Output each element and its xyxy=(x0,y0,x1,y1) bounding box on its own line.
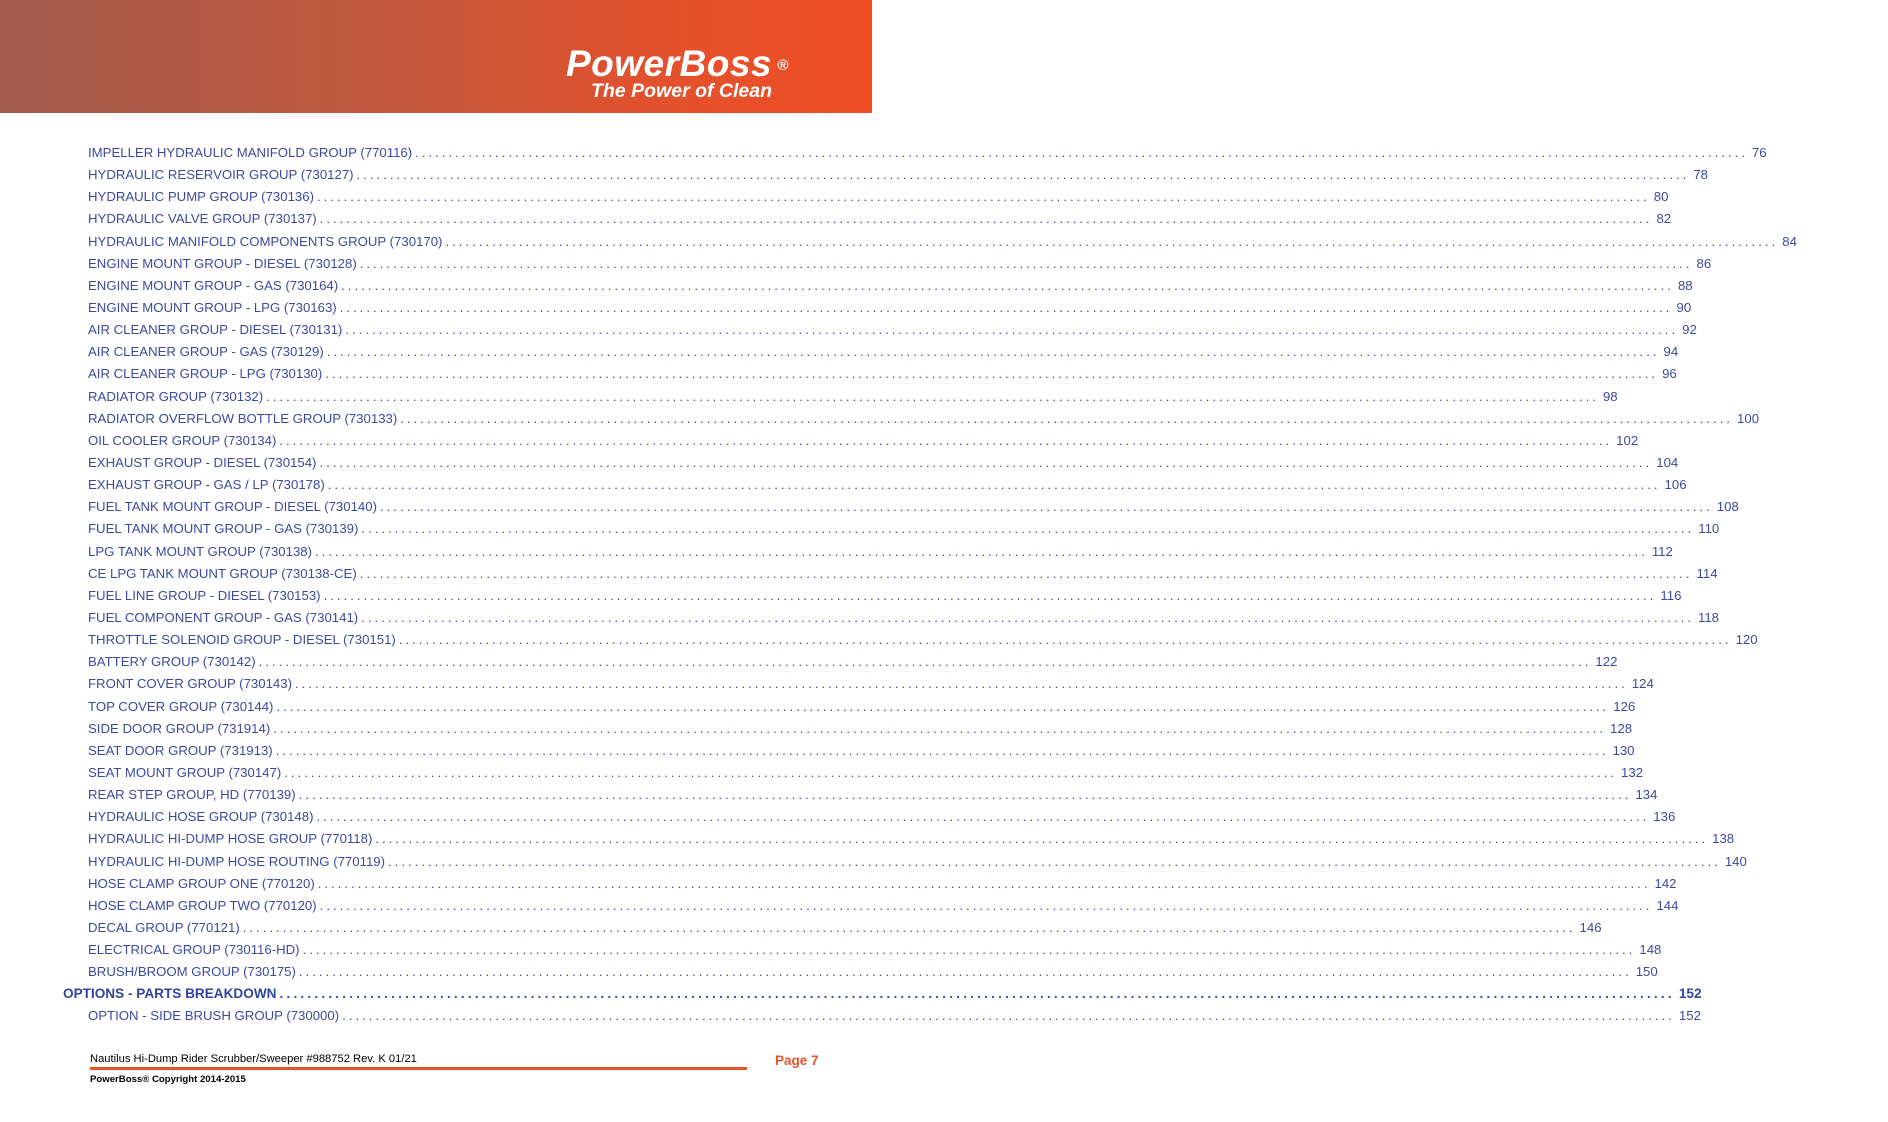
toc-entry[interactable] xyxy=(0,297,1692,319)
toc-entry-title: FUEL TANK MOUNT GROUP - DIESEL (730140) xyxy=(88,499,377,515)
toc-dot-leader: ........................................................................................................................................................................................................ xyxy=(319,454,1653,470)
brand-logo xyxy=(565,43,789,102)
toc-dot-leader: ........................................................................................................................................................................................................ xyxy=(319,897,1653,913)
toc-dot-leader: ........................................................................................................................................................................................................ xyxy=(275,742,1609,758)
toc-entry-title: AIR CLEANER GROUP - DIESEL (730131) xyxy=(88,322,343,338)
toc-entry-page: 90 xyxy=(1676,299,1692,315)
toc-entry-title: BRUSH/BROOM GROUP (730175) xyxy=(88,964,296,980)
toc-dot-leader: ........................................................................................................................................................................................................ xyxy=(388,853,1721,869)
toc-entry-page: 148 xyxy=(1639,942,1662,958)
toc-dot-leader: ........................................................................................................................................................................................................ xyxy=(319,211,1653,227)
toc-entry-title: SEAT MOUNT GROUP (730147) xyxy=(88,764,282,780)
toc-dot-leader: ........................................................................................................................................................................................................ xyxy=(359,565,1693,581)
toc-entry-title: FUEL TANK MOUNT GROUP - GAS (730139) xyxy=(88,521,359,537)
toc-entry-title: RADIATOR GROUP (730132) xyxy=(88,388,264,404)
toc-entry-page: 106 xyxy=(1664,477,1687,493)
toc-entry[interactable] xyxy=(0,961,1658,983)
toc-entry-title: FRONT COVER GROUP (730143) xyxy=(88,676,292,692)
toc-entry-page: 146 xyxy=(1579,919,1602,935)
toc-entry[interactable] xyxy=(0,740,1635,762)
toc-entry-title: SIDE DOOR GROUP (731914) xyxy=(88,720,271,736)
toc-dot-leader: ........................................................................................................................................................................................................ xyxy=(359,255,1693,271)
toc-entry[interactable] xyxy=(0,541,1673,563)
toc-entry[interactable] xyxy=(0,386,1618,408)
toc-dot-leader: ........................................................................................................................................................................................................ xyxy=(398,632,1732,648)
toc-entry[interactable] xyxy=(0,585,1682,607)
toc-dot-leader: ........................................................................................................................................................................................................ xyxy=(242,919,1576,935)
toc-entry[interactable] xyxy=(0,563,1718,585)
toc-dot-leader: ........................................................................................................................................................................................................ xyxy=(279,432,1613,448)
toc-dot-leader: ........................................................................................................................................................................................................ xyxy=(327,477,1661,493)
toc-entry-page: 124 xyxy=(1631,676,1654,692)
toc-entry[interactable] xyxy=(0,784,1658,806)
toc-entry-page: 136 xyxy=(1653,809,1676,825)
toc-entry-page: 86 xyxy=(1696,255,1712,271)
toc-entry-page: 130 xyxy=(1612,742,1635,758)
toc-dot-leader: ........................................................................................................................................................................................................ xyxy=(276,698,1610,714)
toc-entry[interactable] xyxy=(0,917,1602,939)
toc-entry-title: ENGINE MOUNT GROUP - DIESEL (730128) xyxy=(88,255,357,271)
toc-dot-leader: ........................................................................................................................................................................................................ xyxy=(400,410,1734,426)
toc-entry-title: BATTERY GROUP (730142) xyxy=(88,654,256,670)
toc-entry-title: HYDRAULIC MANIFOLD COMPONENTS GROUP (730170) xyxy=(88,233,443,249)
toc-entry-page: 110 xyxy=(1698,521,1720,537)
toc-entry-title: OPTIONS - PARTS BREAKDOWN xyxy=(63,986,277,1002)
toc-section-entry[interactable] xyxy=(0,983,1702,1005)
toc-dot-leader: ........................................................................................................................................................................................................ xyxy=(294,676,1628,692)
toc-dot-leader: ........................................................................................................................................................................................................ xyxy=(345,322,1679,338)
toc-entry[interactable] xyxy=(0,164,1709,186)
toc-entry[interactable] xyxy=(0,607,1719,629)
toc-entry[interactable] xyxy=(0,430,1639,452)
toc-entry-page: 116 xyxy=(1660,587,1682,603)
toc-entry[interactable] xyxy=(0,341,1679,363)
toc-entry-title: AIR CLEANER GROUP - LPG (730130) xyxy=(88,366,323,382)
toc-entry-title: TOP COVER GROUP (730144) xyxy=(88,698,274,714)
toc-entry[interactable] xyxy=(0,629,1758,651)
toc-entry-page: 98 xyxy=(1602,388,1618,404)
toc-dot-leader: ........................................................................................................................................................................................................ xyxy=(361,609,1694,625)
toc-entry-page: 118 xyxy=(1697,609,1719,625)
toc-dot-leader: ........................................................................................................................................................................................................ xyxy=(258,654,1592,670)
toc-dot-leader: ........................................................................................................................................................................................................ xyxy=(323,587,1657,603)
page-header-banner xyxy=(0,0,872,113)
footer-copyright: PowerBoss® Copyright 2014-2015 xyxy=(90,1074,246,1085)
toc-entry-page: 128 xyxy=(1610,720,1633,736)
toc-entry-title: DECAL GROUP (770121) xyxy=(88,919,240,935)
toc-dot-leader: ........................................................................................................................................................................................................ xyxy=(415,145,1748,160)
toc-entry-title: HOSE CLAMP GROUP TWO (770120) xyxy=(88,897,317,913)
toc-entry-title: EXHAUST GROUP - GAS / LP (730178) xyxy=(88,477,325,493)
toc-entry-page: 120 xyxy=(1735,632,1758,648)
brand-name: PowerBoss ® xyxy=(565,43,789,84)
toc-entry-title: OIL COOLER GROUP (730134) xyxy=(88,432,277,448)
toc-entry-page: 104 xyxy=(1656,454,1679,470)
toc-dot-leader: ........................................................................................................................................................................................................ xyxy=(325,366,1659,382)
toc-entry[interactable] xyxy=(0,186,1669,208)
toc-entry-title: IMPELLER HYDRAULIC MANIFOLD GROUP (770116) xyxy=(88,145,413,160)
toc-entry-page: 96 xyxy=(1662,366,1677,382)
toc-entry[interactable] xyxy=(0,319,1697,341)
footer-page-number: Page 7 xyxy=(775,1053,819,1068)
toc-dot-leader: ........................................................................................................................................................................................................ xyxy=(284,764,1618,780)
toc-dot-leader: ........................................................................................................................................................................................................ xyxy=(317,875,1651,891)
toc-entry-title: HYDRAULIC HI-DUMP HOSE ROUTING (770119) xyxy=(88,853,386,869)
toc-entry-title: HYDRAULIC HOSE GROUP (730148) xyxy=(88,809,314,825)
toc-entry[interactable] xyxy=(0,231,1797,253)
toc-entry-title: FUEL COMPONENT GROUP - GAS (730141) xyxy=(88,609,359,625)
toc-entry-title: HYDRAULIC HI-DUMP HOSE GROUP (770118) xyxy=(88,831,373,847)
toc-entry-page: 80 xyxy=(1653,189,1669,205)
toc-dot-leader: ........................................................................................................................................................................................................ xyxy=(298,964,1632,980)
toc-dot-leader: ........................................................................................................................................................................................................ xyxy=(316,809,1650,825)
toc-entry-page: 88 xyxy=(1677,277,1693,293)
toc-entry[interactable] xyxy=(0,275,1693,297)
toc-entry-title: FUEL LINE GROUP - DIESEL (730153) xyxy=(88,587,321,603)
toc-entry-title: HOSE CLAMP GROUP ONE (770120) xyxy=(88,875,315,891)
toc-entry-title: AIR CLEANER GROUP - GAS (730129) xyxy=(88,344,324,360)
toc-entry-title: ENGINE MOUNT GROUP - GAS (730164) xyxy=(88,277,339,293)
toc-entry-title: HYDRAULIC RESERVOIR GROUP (730127) xyxy=(88,167,354,183)
toc-entry[interactable] xyxy=(0,363,1677,385)
toc-dot-leader: ........................................................................................................................................................................................................ xyxy=(379,499,1713,515)
toc-entry-page: 76 xyxy=(1751,145,1767,160)
toc-entry-page: 150 xyxy=(1635,964,1658,980)
toc-entry-page: 94 xyxy=(1663,344,1679,360)
toc-entry-title: OPTION - SIDE BRUSH GROUP (730000) xyxy=(88,1008,340,1024)
registered-mark: ® xyxy=(777,57,789,74)
toc-entry[interactable] xyxy=(0,939,1662,961)
toc-entry-page: 100 xyxy=(1737,410,1760,426)
toc-dot-leader: ........................................................................................................................................................................................................ xyxy=(302,942,1636,958)
toc-entry[interactable] xyxy=(0,696,1636,718)
toc-entry[interactable] xyxy=(0,1005,1701,1027)
toc-entry-page: 108 xyxy=(1716,499,1739,515)
toc-entry[interactable] xyxy=(0,253,1712,275)
toc-entry-title: EXHAUST GROUP - DIESEL (730154) xyxy=(88,454,317,470)
brand-tagline: The Power of Clean xyxy=(591,80,772,102)
toc-entry[interactable] xyxy=(0,518,1720,540)
toc-entry-title: ENGINE MOUNT GROUP - LPG (730163) xyxy=(88,299,337,315)
toc-entry-title: HYDRAULIC PUMP GROUP (730136) xyxy=(88,189,314,205)
toc-entry-page: 78 xyxy=(1693,167,1709,183)
toc-dot-leader: ........................................................................................................................................................................................................ xyxy=(339,299,1673,315)
toc-entry-title: CE LPG TANK MOUNT GROUP (730138-CE) xyxy=(88,565,357,581)
toc-entry[interactable] xyxy=(0,496,1739,518)
toc-entry-title: HYDRAULIC VALVE GROUP (730137) xyxy=(88,211,317,227)
table-of-contents xyxy=(0,142,1797,1028)
toc-entry[interactable] xyxy=(0,452,1679,474)
toc-entry[interactable] xyxy=(0,828,1735,850)
toc-entry-page: 134 xyxy=(1635,787,1658,803)
toc-entry-title: LPG TANK MOUNT GROUP (730138) xyxy=(88,543,313,559)
toc-entry-page: 82 xyxy=(1656,211,1672,227)
toc-entry-page: 102 xyxy=(1616,432,1639,448)
toc-dot-leader: ........................................................................................................................................................................................................ xyxy=(279,986,1675,1002)
toc-entry[interactable] xyxy=(0,895,1679,917)
toc-dot-leader: ........................................................................................................................................................................................................ xyxy=(342,1008,1675,1024)
footer-document-title: Nautilus Hi-Dump Rider Scrubber/Sweeper #988752 Rev. K 01/21 xyxy=(90,1053,417,1065)
toc-dot-leader: ........................................................................................................................................................................................................ xyxy=(341,277,1674,293)
toc-entry[interactable] xyxy=(0,142,1767,164)
toc-dot-leader: ........................................................................................................................................................................................................ xyxy=(316,189,1650,205)
toc-dot-leader: ........................................................................................................................................................................................................ xyxy=(326,344,1660,360)
toc-entry[interactable] xyxy=(0,474,1687,496)
toc-entry-page: 112 xyxy=(1651,543,1673,559)
toc-dot-leader: ........................................................................................................................................................................................................ xyxy=(315,543,1648,559)
toc-entry-page: 122 xyxy=(1595,654,1618,670)
toc-entry-page: 140 xyxy=(1724,853,1747,869)
toc-entry-title: ELECTRICAL GROUP (730116-HD) xyxy=(88,942,300,958)
toc-entry-page: 142 xyxy=(1654,875,1677,891)
toc-entry-page: 132 xyxy=(1621,764,1644,780)
toc-dot-leader: ........................................................................................................................................................................................................ xyxy=(375,831,1709,847)
toc-entry[interactable] xyxy=(0,718,1633,740)
toc-entry-title: RADIATOR OVERFLOW BOTTLE GROUP (730133) xyxy=(88,410,398,426)
toc-entry-page: 114 xyxy=(1696,565,1718,581)
toc-dot-leader: ........................................................................................................................................................................................................ xyxy=(445,233,1779,249)
toc-entry[interactable] xyxy=(0,806,1676,828)
toc-entry[interactable] xyxy=(0,762,1644,784)
toc-entry[interactable] xyxy=(0,851,1747,873)
toc-entry-page: 152 xyxy=(1678,1008,1701,1024)
toc-entry[interactable] xyxy=(0,651,1618,673)
toc-entry-page: 152 xyxy=(1678,986,1702,1002)
toc-entry[interactable] xyxy=(0,673,1654,695)
toc-entry[interactable] xyxy=(0,408,1760,430)
toc-entry-page: 144 xyxy=(1656,897,1679,913)
toc-entry[interactable] xyxy=(0,208,1672,230)
toc-dot-leader: ........................................................................................................................................................................................................ xyxy=(273,720,1607,736)
toc-dot-leader: ........................................................................................................................................................................................................ xyxy=(361,521,1695,537)
toc-entry-page: 138 xyxy=(1712,831,1735,847)
toc-entry[interactable] xyxy=(0,873,1677,895)
toc-entry-page: 84 xyxy=(1782,233,1797,249)
toc-dot-leader: ........................................................................................................................................................................................................ xyxy=(356,167,1690,183)
toc-entry-title: REAR STEP GROUP, HD (770139) xyxy=(88,787,296,803)
toc-dot-leader: ........................................................................................................................................................................................................ xyxy=(298,787,1632,803)
toc-entry-page: 92 xyxy=(1682,322,1697,338)
toc-dot-leader: ........................................................................................................................................................................................................ xyxy=(266,388,1599,404)
toc-entry-title: THROTTLE SOLENOID GROUP - DIESEL (730151) xyxy=(88,632,396,648)
toc-entry-title: SEAT DOOR GROUP (731913) xyxy=(88,742,273,758)
footer-divider xyxy=(90,1067,747,1070)
toc-entry-page: 126 xyxy=(1613,698,1636,714)
